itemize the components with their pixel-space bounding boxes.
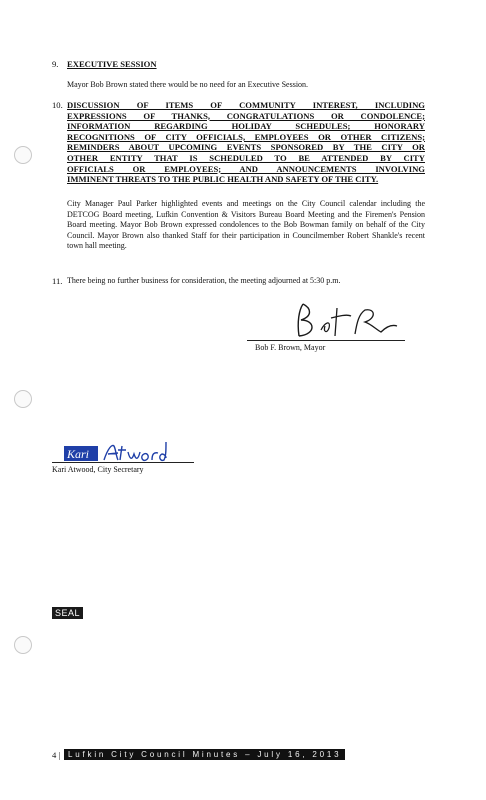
- item-10-text: City Manager Paul Parker highlighted events and meetings on the City Council calendar including the DETCOG Board meeting, Lufkin Convention & Visitors Bureau Board Meeting and the Firemen's Pension Board meeting. Mayor Bob Brown expressed condolences to the Bob Bowman family on behalf of the City Council. Mayor Brown also thanked Staff for their participation in Councilmember Robert Shankle's recent town hall meeting.: [67, 199, 425, 251]
- item-9-heading: EXECUTIVE SESSION: [67, 59, 157, 69]
- mayor-signature-line: [247, 340, 405, 341]
- svg-text:Kari: Kari: [67, 447, 90, 461]
- item-10-heading-line: RECOGNITIONS OF CITY OFFICIALS, EMPLOYEES OR OTHER CITIZENS;: [67, 131, 425, 142]
- secretary-signature-line: [52, 462, 194, 463]
- item-10-heading-line: OTHER ENTITY THAT IS SCHEDULED TO BE ATTENDED BY CITY: [67, 152, 425, 163]
- item-10-heading-line: OFFICIALS OR EMPLOYEES; AND ANNOUNCEMENTS INVOLVING: [67, 163, 425, 174]
- item-10-heading-line: EXPRESSIONS OF THANKS, CONGRATULATIONS OR CONDOLENCE;: [67, 110, 425, 121]
- punch-hole-middle: [14, 390, 32, 408]
- item-10-heading-line: IMMINENT THREATS TO THE PUBLIC HEALTH AND SAFETY OF THE CITY.: [67, 174, 379, 185]
- mayor-caption: Bob F. Brown, Mayor: [255, 343, 326, 352]
- item-11-text: There being no further business for consideration, the meeting adjourned at 5:30 p.m.: [67, 276, 341, 285]
- item-9-text: Mayor Bob Brown stated there would be no need for an Executive Session.: [67, 80, 309, 89]
- item-10-heading-line: DISCUSSION OF ITEMS OF COMMUNITY INTEREST, INCLUDING: [67, 100, 425, 110]
- footer-title: Lufkin City Council Minutes – July 16, 2013: [64, 749, 345, 760]
- item-10-heading: [67, 100, 425, 185]
- mayor-signature: [285, 300, 405, 344]
- footer-page-number: 4 |: [52, 750, 61, 760]
- seal-label: SEAL: [52, 607, 83, 619]
- item-10-heading-line: REMINDERS ABOUT UPCOMING EVENTS SPONSORED BY THE CITY OR: [67, 142, 425, 153]
- punch-hole-bottom: [14, 636, 32, 654]
- secretary-signature: [62, 438, 172, 468]
- item-9-number: 9.: [52, 59, 59, 69]
- secretary-caption: Kari Atwood, City Secretary: [52, 465, 144, 474]
- item-10-heading-line: INFORMATION REGARDING HOLIDAY SCHEDULES; HONORARY: [67, 121, 425, 132]
- punch-hole-top: [14, 146, 32, 164]
- item-10-number: 10.: [52, 100, 63, 110]
- item-11-number: 11.: [52, 276, 63, 286]
